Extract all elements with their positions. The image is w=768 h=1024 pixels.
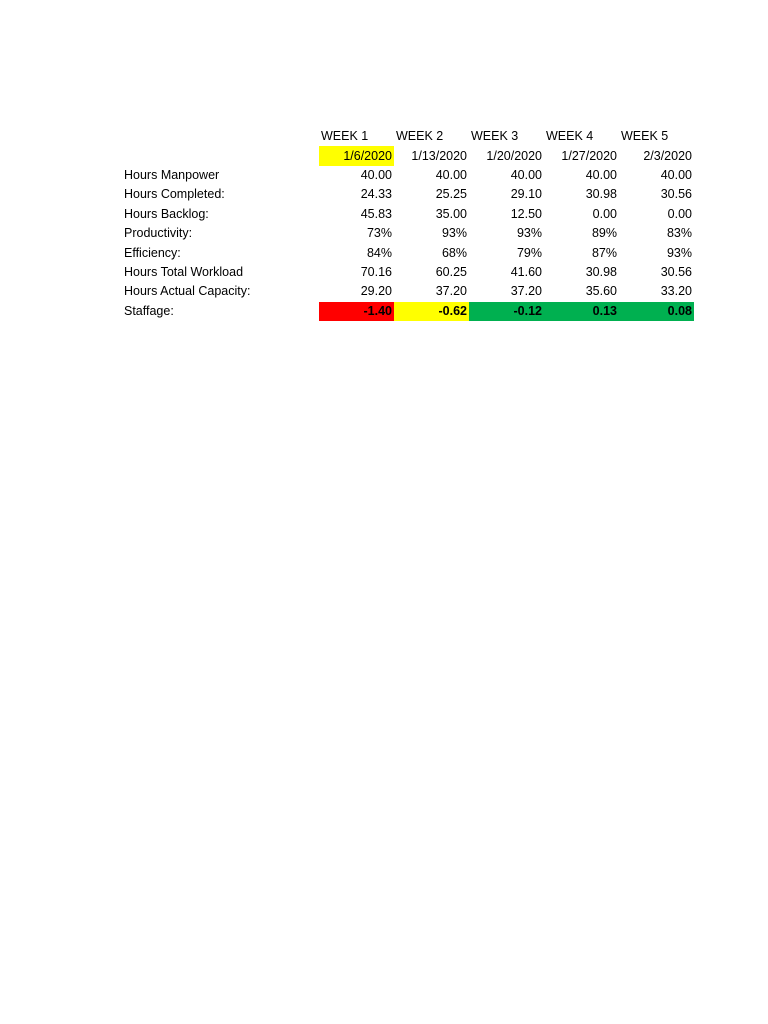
table-row <box>122 166 694 185</box>
row-label[interactable]: Hours Total Workload <box>124 264 244 279</box>
date-cell[interactable]: 1/13/2020 <box>411 148 467 163</box>
table-row <box>122 205 694 224</box>
value-cell[interactable]: 40.00 <box>510 167 542 182</box>
value-cell[interactable]: 30.98 <box>585 187 617 202</box>
value-cell[interactable]: 93% <box>666 245 692 260</box>
value-cell[interactable]: 60.25 <box>435 264 467 279</box>
date-cell-highlighted[interactable]: 1/6/2020 <box>319 146 394 165</box>
staffage-cell[interactable]: 0.08 <box>619 302 694 321</box>
week-header-cell[interactable]: WEEK 2 <box>396 129 444 144</box>
week-header-cell[interactable]: WEEK 1 <box>321 129 369 144</box>
week-header-row <box>122 127 694 146</box>
week-header-cell[interactable]: WEEK 5 <box>621 129 669 144</box>
date-cell[interactable]: 1/20/2020 <box>486 148 542 163</box>
value-cell[interactable]: 87% <box>591 245 617 260</box>
table-row <box>122 282 694 301</box>
corner-cell <box>122 127 319 146</box>
week-header-cell[interactable]: WEEK 3 <box>471 129 519 144</box>
row-label[interactable]: Hours Actual Capacity: <box>124 284 251 299</box>
value-cell[interactable]: 40.00 <box>585 167 617 182</box>
value-cell[interactable]: 30.56 <box>660 187 692 202</box>
staffage-cell[interactable]: 0.13 <box>544 302 619 321</box>
value-cell[interactable]: 29.10 <box>510 187 542 202</box>
value-cell[interactable]: 33.20 <box>660 284 692 299</box>
table-row <box>122 243 694 262</box>
value-cell[interactable]: 35.00 <box>435 206 467 221</box>
week-header-cell[interactable]: WEEK 4 <box>546 129 594 144</box>
row-label[interactable]: Hours Completed: <box>124 187 225 202</box>
value-cell[interactable]: 37.20 <box>435 284 467 299</box>
row-label[interactable]: Hours Manpower <box>124 167 220 182</box>
value-cell[interactable]: 70.16 <box>360 264 392 279</box>
row-label[interactable]: Staffage: <box>124 303 174 318</box>
value-cell[interactable]: 89% <box>591 226 617 241</box>
value-cell[interactable]: 79% <box>516 245 542 260</box>
value-cell[interactable]: 84% <box>366 245 392 260</box>
table-row <box>122 185 694 204</box>
row-label[interactable]: Hours Backlog: <box>124 206 209 221</box>
date-cell[interactable]: 2/3/2020 <box>643 148 692 163</box>
value-cell[interactable]: 24.33 <box>360 187 392 202</box>
date-row-label-cell <box>122 146 319 165</box>
row-label[interactable]: Productivity: <box>124 226 193 241</box>
table-row <box>122 263 694 282</box>
value-cell[interactable]: 12.50 <box>510 206 542 221</box>
value-cell[interactable]: 40.00 <box>360 167 392 182</box>
value-cell[interactable]: 0.00 <box>667 206 692 221</box>
value-cell[interactable]: 30.98 <box>585 264 617 279</box>
value-cell[interactable]: 40.00 <box>435 167 467 182</box>
value-cell[interactable]: 29.20 <box>360 284 392 299</box>
date-row <box>122 146 694 165</box>
value-cell[interactable]: 93% <box>441 226 467 241</box>
value-cell[interactable]: 0.00 <box>592 206 617 221</box>
value-cell[interactable]: 68% <box>441 245 467 260</box>
value-cell[interactable]: 93% <box>516 226 542 241</box>
staffage-cell[interactable]: -0.62 <box>394 302 469 321</box>
value-cell[interactable]: 45.83 <box>360 206 392 221</box>
value-cell[interactable]: 73% <box>366 226 392 241</box>
staffage-cell[interactable]: -0.12 <box>469 302 544 321</box>
staffage-cell[interactable]: -1.40 <box>319 302 394 321</box>
value-cell[interactable]: 83% <box>666 226 692 241</box>
row-label[interactable]: Efficiency: <box>124 245 181 260</box>
value-cell[interactable]: 41.60 <box>510 264 542 279</box>
value-cell[interactable]: 35.60 <box>585 284 617 299</box>
spreadsheet-table <box>122 127 694 321</box>
staffage-row <box>122 302 694 321</box>
value-cell[interactable]: 30.56 <box>660 264 692 279</box>
value-cell[interactable]: 25.25 <box>435 187 467 202</box>
value-cell[interactable]: 37.20 <box>510 284 542 299</box>
table-row <box>122 224 694 243</box>
date-cell[interactable]: 1/27/2020 <box>561 148 617 163</box>
value-cell[interactable]: 40.00 <box>660 167 692 182</box>
